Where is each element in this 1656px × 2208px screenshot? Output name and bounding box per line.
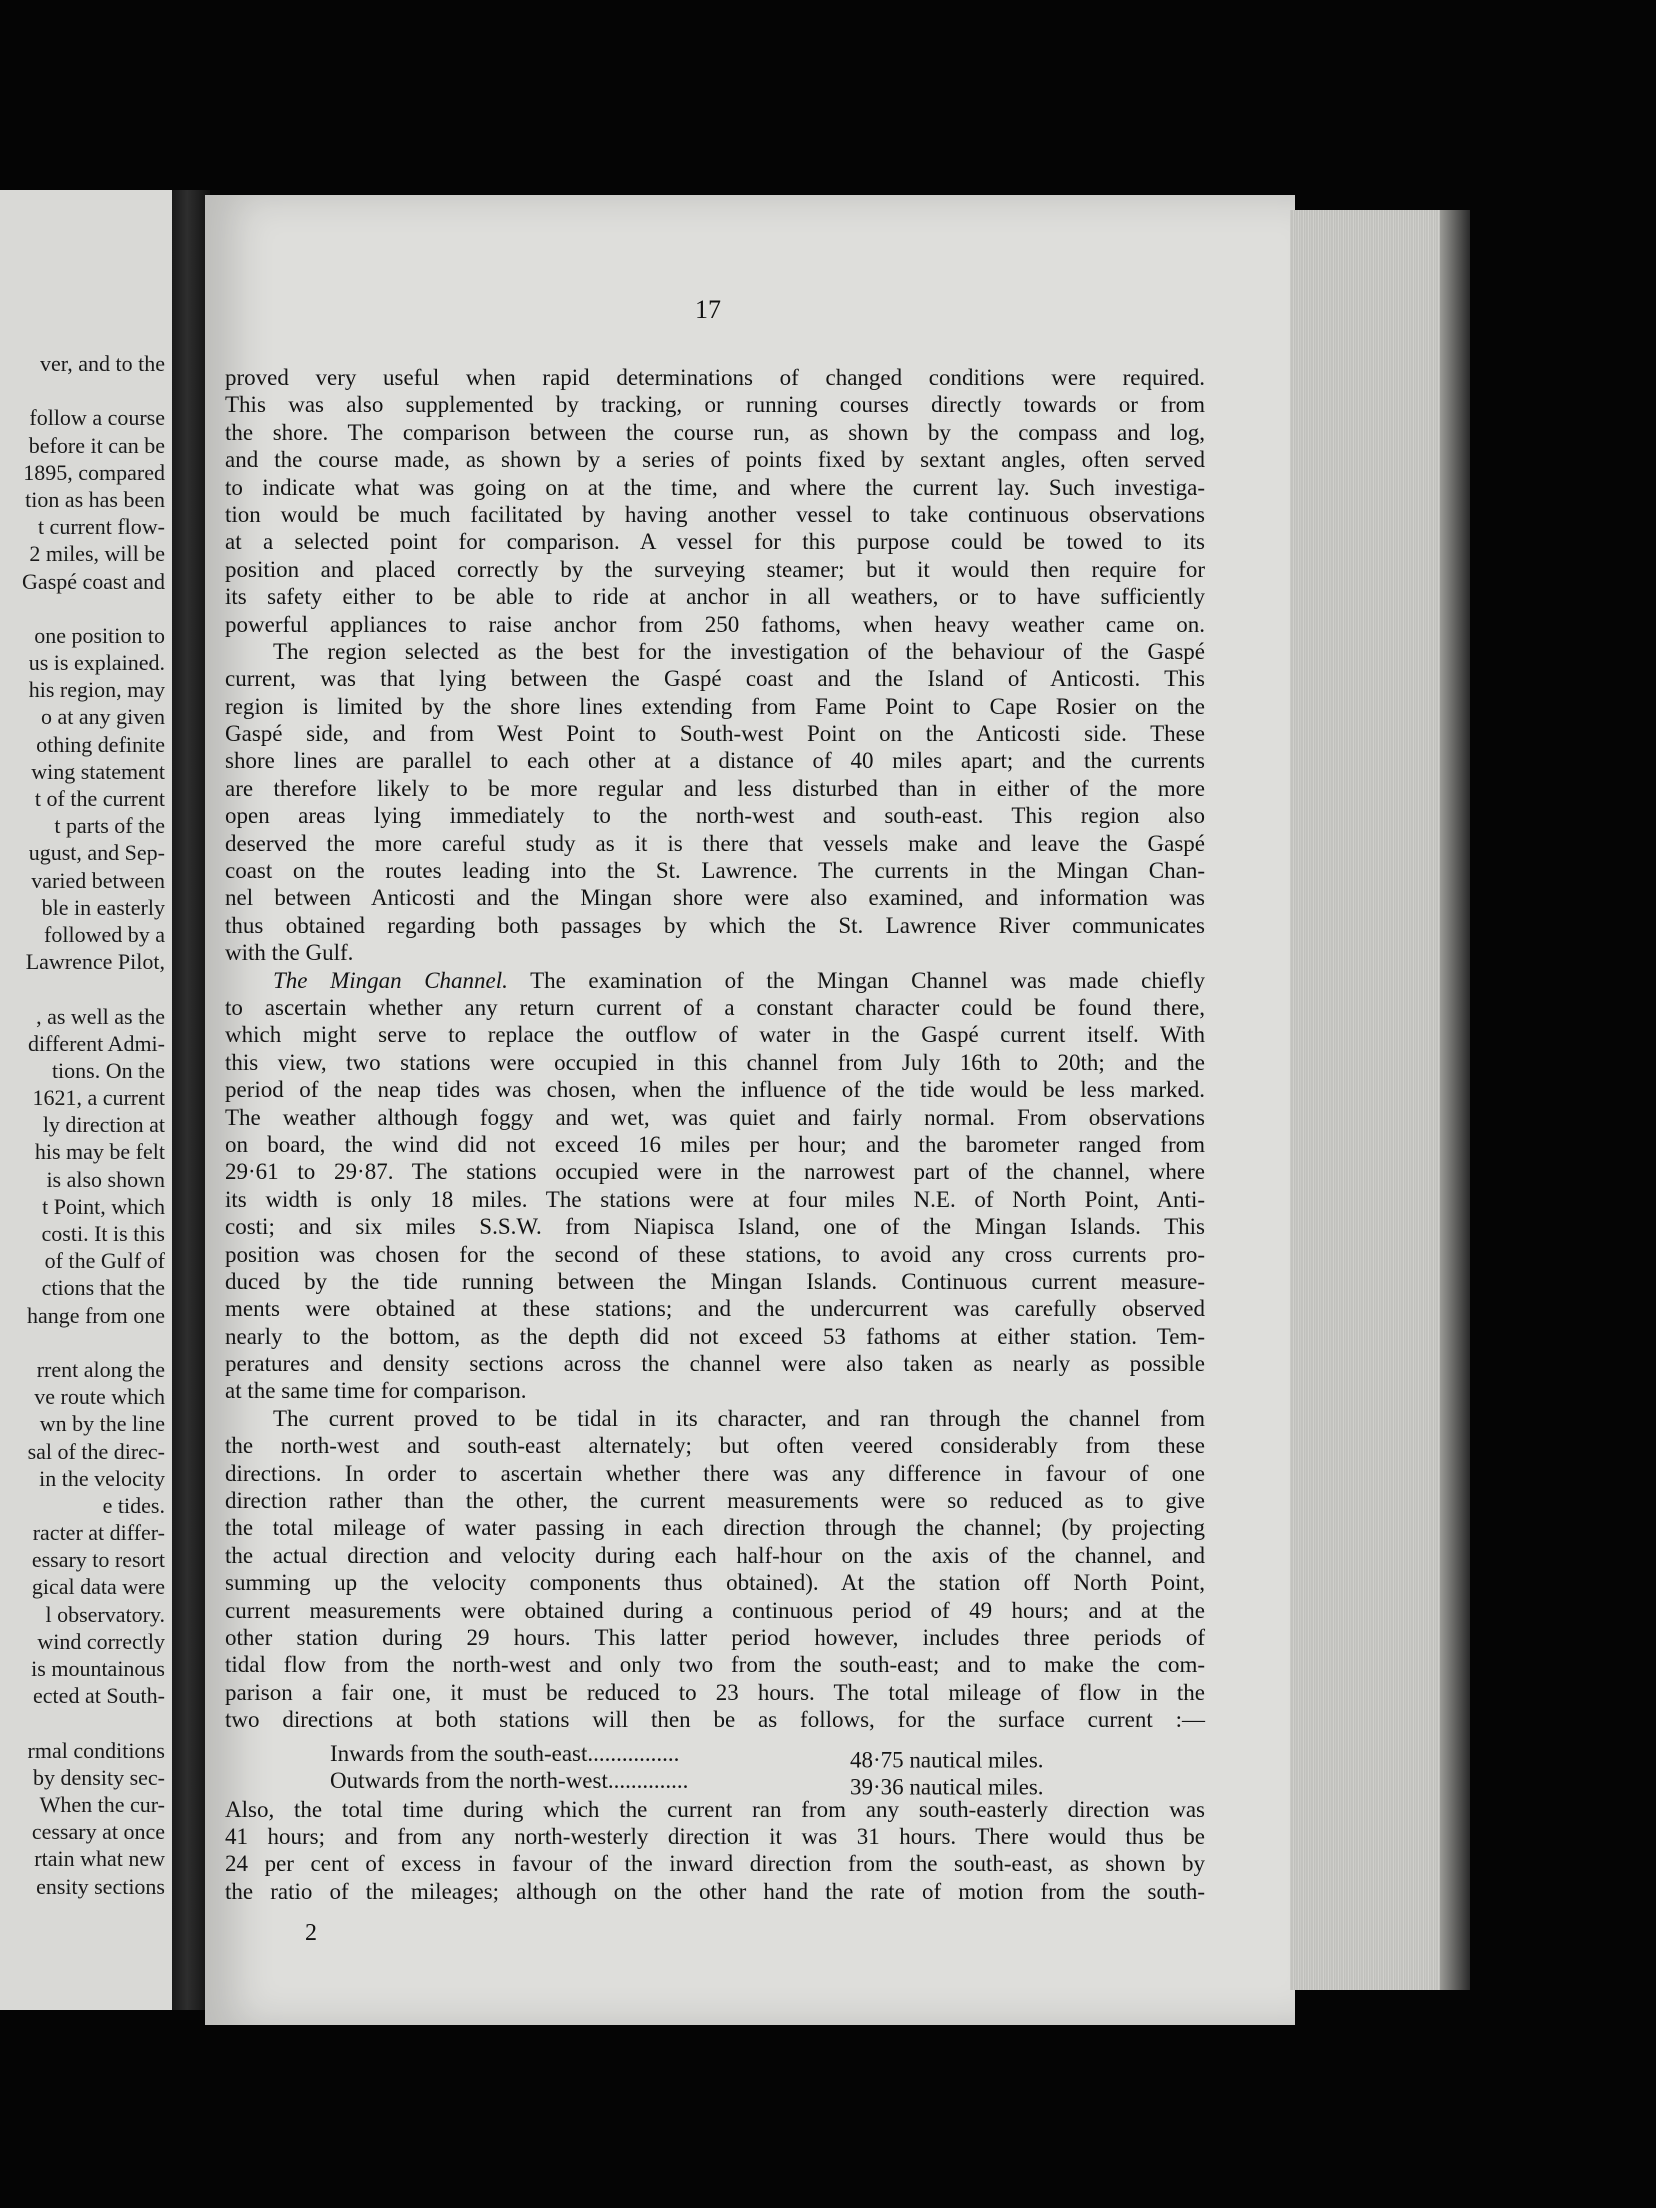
left-page-line: of the Gulf of	[44, 1248, 165, 1274]
text-line: The region selected as the best for the investigation of the behaviour of the Gaspé	[273, 638, 1205, 664]
text-line: direction rather than the other, the current measurements were so reduced as to give	[225, 1488, 1205, 1514]
left-page-line: ugust, and Sep-	[28, 840, 165, 866]
text-line: its width is only 18 miles. The stations were at four miles N.E. of North Point, Anti-	[225, 1186, 1205, 1212]
left-page-line	[0, 1329, 165, 1356]
text-line: to ascertain whether any return current of a constant character could be found there,	[225, 994, 1205, 1020]
left-page-line: one position to	[34, 622, 165, 648]
text-line: which might serve to replace the outflow of water in the Gaspé current itself. With	[225, 1022, 1205, 1048]
left-page-line	[0, 975, 165, 1002]
left-page-line	[0, 595, 165, 622]
left-page-line: follow a course	[29, 405, 165, 431]
text-line: on board, the wind did not exceed 16 miles per hour; and the barometer ranged from	[225, 1131, 1205, 1157]
left-page-line: t parts of the	[54, 813, 165, 839]
text-line: the north-west and south-east alternately; but often veered considerably from these	[225, 1433, 1205, 1459]
text-line: duced by the tide running between the Mingan Islands. Continuous current measure-	[225, 1268, 1205, 1294]
text-line: Also, the total time during which the current ran from any south-easterly direction was	[225, 1796, 1205, 1822]
left-page-line: followed by a	[44, 921, 165, 947]
left-page-line: his may be felt	[34, 1139, 165, 1165]
left-page-line: t current flow-	[37, 514, 165, 540]
left-page-line: rtain what new	[34, 1846, 165, 1872]
text-line: are therefore likely to be more regular and less disturbed than in either of the more	[225, 775, 1205, 801]
mileage-value: 48·75 nautical miles.	[850, 1746, 1044, 1772]
text-line: 41 hours; and from any north-westerly direction it was 31 hours. There would thus be	[225, 1823, 1205, 1849]
left-page-line: ctions that the	[41, 1275, 165, 1301]
paragraph-3	[225, 967, 1205, 1405]
mileage-value: 39·36 nautical miles.	[850, 1773, 1044, 1799]
left-page-line: othing definite	[36, 731, 165, 757]
left-page-line: hange from one	[26, 1302, 165, 1328]
left-page-line: ected at South-	[33, 1683, 165, 1709]
left-page-line	[0, 377, 165, 404]
left-page-line: in the velocity	[39, 1465, 165, 1491]
text-line: shore lines are parallel to each other at a distance of 40 miles apart; and the currents	[225, 748, 1205, 774]
text-line: to indicate what was going on at the time, and where the current lay. Such investiga-	[225, 474, 1205, 500]
left-page-line: 1621, a current	[32, 1085, 165, 1111]
left-page-line: is mountainous	[31, 1656, 165, 1681]
text-line: deserved the more careful study as it is there that vessels make and leave the Gaspé	[225, 830, 1205, 856]
mileage-table	[225, 1734, 1205, 1799]
left-page-line: cessary at once	[31, 1819, 165, 1845]
left-page-line	[0, 1709, 165, 1736]
left-page-line: essary to resort	[31, 1547, 165, 1573]
left-page-line: wn by the line	[39, 1411, 165, 1437]
left-page-line: racter at differ-	[32, 1520, 165, 1546]
text-line: this view, two stations were occupied in this channel from July 16th to 20th; and the	[225, 1049, 1205, 1075]
mileage-direction: Outwards from the north-west..............	[330, 1767, 689, 1793]
text-line: tidal flow from the north-west and only two from the south-east; and to make the com-	[225, 1652, 1205, 1678]
left-page-line: ver, and to the	[40, 351, 165, 376]
text-line: with the Gulf.	[225, 940, 354, 966]
left-page-line: gical data were	[31, 1574, 165, 1600]
left-page-line: wind correctly	[37, 1628, 165, 1654]
text-line: peratures and density sections across the channel were also taken as nearly as possible	[225, 1351, 1205, 1377]
text-line: directions. In order to ascertain whether there was any difference in favour of one	[225, 1460, 1205, 1486]
left-page-line: , as well as the	[36, 1003, 165, 1029]
text-line: the actual direction and velocity during each half-hour on the axis of the channel, and	[225, 1542, 1205, 1568]
left-page-line: varied between	[31, 867, 165, 893]
text-line: at a selected point for comparison. A vessel for this purpose could be towed to its	[225, 529, 1205, 555]
paragraph-3-first-text: The examination of the Mingan Channel was made chiefly	[530, 967, 1205, 993]
text-line: current measurements were obtained during a continuous period of 49 hours; and at the	[225, 1597, 1205, 1623]
text-line: summing up the velocity components thus obtained). At the station off North Point,	[225, 1570, 1205, 1596]
text-line: its safety either to be able to ride at anchor in all weathers, or to have sufficiently	[225, 584, 1205, 610]
left-page-line: 2 miles, will be	[29, 541, 165, 567]
text-line: powerful appliances to raise anchor from 250 fathoms, when heavy weather came on.	[225, 611, 1205, 637]
left-page-line: by density sec-	[33, 1764, 165, 1790]
text-line: This was also supplemented by tracking, or running courses directly towards or from	[225, 392, 1205, 418]
text-line: current, was that lying between the Gaspé coast and the Island of Anticosti. This	[225, 666, 1205, 692]
paragraph-4	[225, 1405, 1205, 1734]
text-line: position was chosen for the second of these stations, to avoid any cross currents pro-	[225, 1241, 1205, 1267]
section-heading-mingan-channel: The Mingan Channel.	[273, 967, 508, 993]
text-line: and the course made, as shown by a series of points fixed by sextant angles, often served	[225, 447, 1205, 473]
text-line: nearly to the bottom, as the depth did not exceed 53 fathoms at either station. Tem-	[225, 1323, 1205, 1349]
text-line: the ratio of the mileages; although on the other hand the rate of motion from the south-	[225, 1878, 1205, 1904]
left-page-line: ly direction at	[42, 1112, 165, 1138]
text-line: costi; and six miles S.S.W. from Niapisca Island, one of the Mingan Islands. This	[225, 1214, 1205, 1240]
text-line: region is limited by the shore lines extending from Fame Point to Cape Rosier on the	[225, 693, 1205, 719]
page-edges-shadow	[1440, 210, 1470, 1990]
paragraph-3-first-line	[225, 967, 1205, 994]
text-line: The current proved to be tidal in its character, and ran through the channel from	[273, 1405, 1205, 1431]
paragraph-5	[225, 1796, 1205, 1906]
left-page-line: before it can be	[28, 432, 165, 458]
left-page-line: t of the current	[34, 786, 165, 811]
left-page-line: us is explained.	[28, 650, 165, 676]
text-line: other station during 29 hours. This latter period however, includes three periods of	[225, 1624, 1205, 1650]
text-line: tion would be much facilitated by having another vessel to take continuous observations	[225, 501, 1205, 527]
left-page-line: ensity sections	[36, 1873, 165, 1899]
left-page-line: is also shown	[46, 1166, 165, 1192]
left-page-line: his region, may	[28, 677, 165, 703]
signature-mark: 2	[305, 1920, 317, 1946]
body-text	[225, 364, 1205, 1905]
text-line: the shore. The comparison between the course run, as shown by the compass and log,	[225, 419, 1205, 445]
left-page-line: ble in easterly	[41, 894, 165, 920]
left-page-line: When the cur-	[39, 1791, 165, 1817]
left-page-line: sal of the direc-	[27, 1438, 165, 1464]
text-line: 24 per cent of excess in favour of the inward direction from the south-east, as shown by	[225, 1851, 1205, 1877]
left-page-line: costi. It is this	[41, 1221, 165, 1246]
left-page-line: tion as has been	[25, 486, 165, 512]
text-line: 29·61 to 29·87. The stations occupied were in the narrowest part of the channel, where	[225, 1159, 1205, 1185]
text-line: period of the neap tides was chosen, when the influence of the tide would be less marked.	[225, 1077, 1205, 1103]
mileage-direction: Inwards from the south-east................	[330, 1740, 680, 1766]
text-line: the total mileage of water passing in each direction through the channel; (by projecting	[225, 1515, 1205, 1541]
text-line: nel between Anticosti and the Mingan shore were also examined, and information was	[225, 885, 1205, 911]
page-edges	[1290, 210, 1460, 1990]
text-line: ments were obtained at these stations; and the undercurrent was carefully observed	[225, 1296, 1205, 1322]
left-page-line: e tides.	[102, 1492, 165, 1518]
text-line: Gaspé side, and from West Point to South-west Point on the Anticosti side. These	[225, 721, 1205, 747]
text-line: parison a fair one, it must be reduced to 23 hours. The total mileage of flow in the	[225, 1679, 1205, 1705]
mileage-row	[330, 1767, 1044, 1801]
left-page-line: rrent along the	[36, 1356, 165, 1382]
text-line: The weather although foggy and wet, was quiet and fairly normal. From observations	[225, 1104, 1205, 1130]
left-page-text-fragments	[0, 350, 165, 1900]
text-line: thus obtained regarding both passages by which the St. Lawrence River communicates	[225, 912, 1205, 938]
paragraph-2	[225, 638, 1205, 967]
left-page-line: l observatory.	[45, 1601, 165, 1627]
left-page-line: different Admi-	[27, 1030, 165, 1056]
left-page-line: Gaspé coast and	[22, 568, 165, 594]
text-line: coast on the routes leading into the St. Lawrence. The currents in the Mingan Chan-	[225, 858, 1205, 884]
text-line: open areas lying immediately to the north-west and south-east. This region also	[225, 803, 1205, 829]
text-line: proved very useful when rapid determinations of changed conditions were required.	[225, 365, 1205, 390]
left-page-line: tions. On the	[51, 1057, 165, 1083]
left-page-line: ve route which	[34, 1384, 165, 1410]
text-line: at the same time for comparison.	[225, 1378, 527, 1404]
left-page-line: 1895, compared	[23, 459, 165, 485]
left-facing-page	[0, 190, 175, 2010]
left-page-line: t Point, which	[42, 1193, 165, 1219]
text-line: position and placed correctly by the surveying steamer; but it would then require for	[225, 556, 1205, 582]
left-page-line: Lawrence Pilot,	[25, 949, 165, 975]
left-page-line: wing statement	[31, 758, 165, 784]
paragraph-1	[225, 364, 1205, 638]
left-page-line: rmal conditions	[27, 1737, 165, 1763]
left-page-line: o at any given	[40, 704, 165, 730]
page-number: 17	[695, 295, 721, 324]
text-line: two directions at both stations will then be as follows, for the surface current :—	[225, 1707, 1205, 1733]
